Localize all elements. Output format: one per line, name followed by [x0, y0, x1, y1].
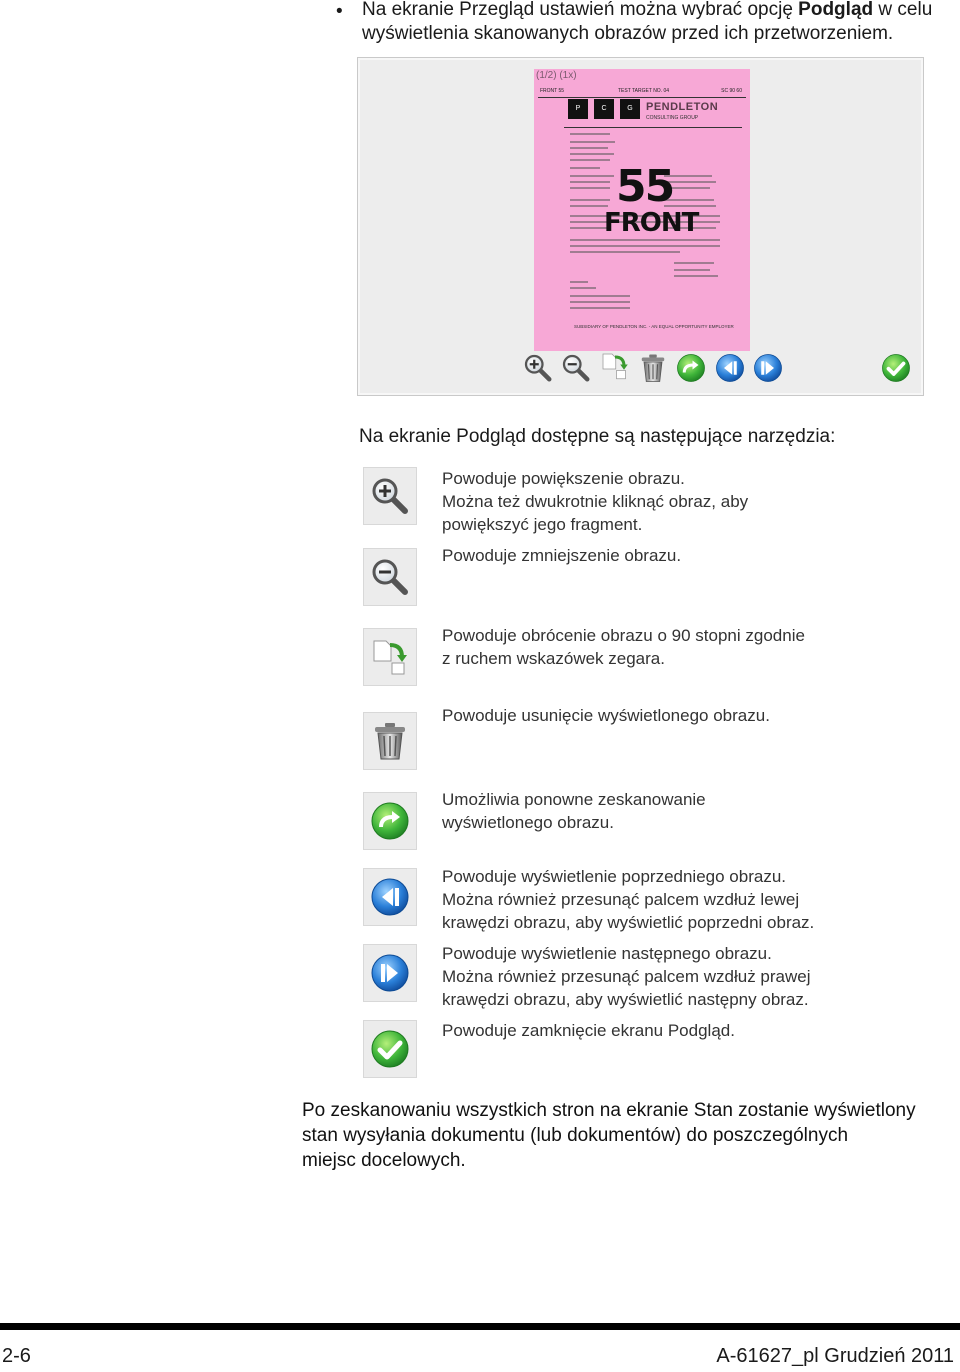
- rotate-icon: [370, 637, 410, 677]
- tool-icon-zoom-out: [363, 548, 417, 606]
- text-line: [570, 301, 630, 303]
- trash-icon: [370, 721, 410, 761]
- preview-screen: [357, 57, 924, 396]
- text-line: [570, 167, 600, 169]
- desc-line: Powoduje zmniejszenie obrazu.: [442, 546, 682, 565]
- page-header-left: FRONT 55: [540, 88, 565, 94]
- intro-text-end: w celu: [873, 0, 933, 20]
- desc-line: Powoduje powiększenie obrazu.: [442, 469, 685, 488]
- company-subtitle: CONSULTING GROUP: [646, 115, 699, 121]
- text-line: [674, 269, 710, 271]
- text-line: [570, 141, 615, 143]
- next-icon: [370, 953, 410, 993]
- page-footer: SUBSIDIARY OF PENDLETON INC. - AN EQUAL OPPORTUNITY EMPLOYER: [574, 324, 734, 329]
- rescan-icon: [370, 801, 410, 841]
- closing-line: miejsc docelowych.: [302, 1150, 466, 1171]
- previous-icon[interactable]: [715, 353, 745, 383]
- signature-line: [674, 262, 714, 264]
- intro-bold-option: Podgląd: [798, 0, 874, 20]
- tool-desc-rescan: [442, 788, 942, 834]
- desc-line: z ruchem wskazówek zegara.: [442, 649, 665, 668]
- closing-line: Po zeskanowaniu wszystkich stron na ekranie Stan zostanie wyświetlony: [302, 1100, 916, 1121]
- text-line: [570, 153, 614, 155]
- desc-line: krawędzi obrazu, aby wyświetlić poprzedni obraz.: [442, 913, 815, 932]
- bullet: •: [336, 1, 343, 22]
- tools-heading: Na ekranie Podgląd dostępne są następujące narzędzia:: [359, 426, 836, 447]
- text-line: [570, 239, 720, 241]
- desc-line: krawędzi obrazu, aby wyświetlić następny obraz.: [442, 990, 809, 1009]
- logo-letter-p: P: [568, 99, 588, 119]
- next-icon[interactable]: [753, 353, 783, 383]
- rotate-icon[interactable]: [600, 351, 630, 381]
- text-line: [570, 205, 608, 207]
- desc-line: Powoduje usunięcie wyświetlonego obrazu.: [442, 706, 770, 725]
- desc-line: powiększyć jego fragment.: [442, 515, 643, 534]
- scanned-page-image[interactable]: [534, 69, 750, 351]
- checkmark-icon: [370, 1029, 410, 1069]
- tool-icon-next: [363, 944, 417, 1002]
- tool-desc-previous: [442, 865, 942, 934]
- text-line: [570, 133, 610, 135]
- text-line: [570, 251, 680, 253]
- previous-icon: [370, 877, 410, 917]
- footer-rule: [0, 1323, 960, 1330]
- document-id: A-61627_pl Grudzień 2011: [716, 1345, 954, 1367]
- tool-icon-checkmark: [363, 1020, 417, 1078]
- desc-line: Powoduje wyświetlenie następnego obrazu.: [442, 944, 772, 963]
- page-header: [538, 87, 746, 98]
- desc-line: Można również przesunąć palcem wzdłuż lewej: [442, 890, 800, 909]
- intro-paragraph: [362, 0, 960, 46]
- big-number: 55: [616, 161, 674, 212]
- desc-line: Można również przesunąć palcem wzdłuż prawej: [442, 967, 811, 986]
- logo-letter-g: G: [620, 99, 640, 119]
- page-header-right: SC 90 60: [721, 88, 742, 94]
- zoom-out-icon: [370, 557, 410, 597]
- big-word: FRONT: [604, 208, 699, 238]
- tool-icon-rescan: [363, 792, 417, 850]
- text-line: [570, 187, 610, 189]
- tool-desc-next: [442, 942, 942, 1011]
- tool-desc-zoom-out: [442, 544, 942, 567]
- logo-letter-c: C: [594, 99, 614, 119]
- desc-line: Powoduje wyświetlenie poprzedniego obrazu.: [442, 867, 786, 886]
- desc-line: Powoduje obrócenie obrazu o 90 stopni zgodnie: [442, 626, 805, 645]
- text-line: [570, 245, 720, 247]
- desc-line: Powoduje zamknięcie ekranu Podgląd.: [442, 1021, 735, 1040]
- page-number: 2-6: [2, 1345, 31, 1367]
- zoom-out-icon[interactable]: [561, 353, 591, 383]
- desc-line: Można też dwukrotnie kliknąć obraz, aby: [442, 492, 749, 511]
- zoom-in-icon: [370, 476, 410, 516]
- company-name: PENDLETON: [646, 101, 719, 113]
- closing-paragraph: [302, 1098, 960, 1173]
- tool-desc-checkmark: [442, 1019, 942, 1042]
- desc-line: wyświetlonego obrazu.: [442, 813, 614, 832]
- tool-icon-zoom-in: [363, 467, 417, 525]
- rescan-icon[interactable]: [676, 353, 706, 383]
- zoom-in-icon[interactable]: [523, 353, 553, 383]
- tool-icon-previous: [363, 868, 417, 926]
- divider: [564, 127, 742, 128]
- intro-text: Na ekranie Przegląd ustawień można wybrać opcję: [362, 0, 799, 20]
- text-line: [674, 275, 718, 277]
- intro-text-line2: wyświetlenia skanowanych obrazów przed ich przetworzeniem.: [362, 23, 894, 44]
- text-line: [570, 199, 610, 201]
- tool-icon-trash: [363, 712, 417, 770]
- page-header-center: TEST TARGET NO. 04: [618, 88, 670, 94]
- text-line: [570, 181, 610, 183]
- closing-line: stan wysyłania dokumentu (lub dokumentów) do poszczególnych: [302, 1125, 849, 1146]
- text-line: [570, 175, 614, 177]
- page-counter: (1/2) (1x): [536, 70, 577, 81]
- desc-line: Umożliwia ponowne zeskanowanie: [442, 790, 706, 809]
- tool-desc-trash: [442, 704, 942, 727]
- tool-icon-rotate: [363, 628, 417, 686]
- text-line: [570, 295, 630, 297]
- trash-icon[interactable]: [638, 353, 668, 383]
- tool-desc-rotate: [442, 624, 942, 670]
- text-line: [570, 307, 630, 309]
- checkmark-icon[interactable]: [881, 353, 911, 383]
- text-line: [570, 147, 608, 149]
- text-line: [570, 159, 610, 161]
- text-line: [570, 287, 596, 289]
- text-line: [570, 281, 588, 283]
- tool-desc-zoom-in: [442, 467, 942, 536]
